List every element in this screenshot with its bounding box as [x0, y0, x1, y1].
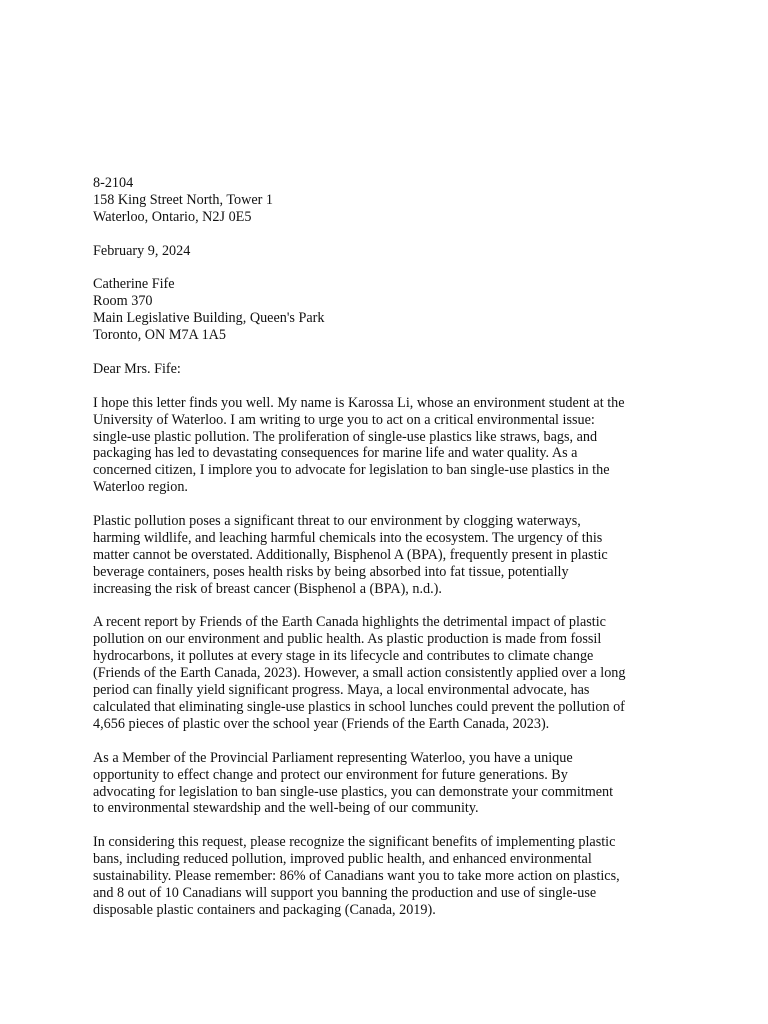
paragraph-line: 4,656 pieces of plastic over the school year (Friends of the Earth Canada, 2023).: [93, 715, 550, 732]
paragraph-line: packaging has led to devastating consequences for marine life and water quality. As a: [93, 445, 578, 462]
paragraph-line: Waterloo region.: [93, 479, 188, 496]
paragraph-line: I hope this letter finds you well. My name is Karossa Li, whose an environment student at the: [93, 394, 625, 411]
sender-address-line: 8-2104: [93, 175, 134, 191]
paragraph-line: Plastic pollution poses a significant threat to our environment by clogging waterways,: [93, 513, 581, 530]
recipient-address-line: Toronto, ON M7A 1A5: [93, 327, 226, 344]
body-paragraph: [93, 395, 683, 496]
paragraph-line: sustainability. Please remember: 86% of Canadians want you to take more action on plastics,: [93, 868, 620, 885]
paragraph-line: In considering this request, please recognize the significant benefits of implementing plastic: [93, 834, 616, 851]
paragraph-line: single-use plastic pollution. The proliferation of single-use plastics like straws, bags, and: [93, 428, 598, 445]
paragraph-line: and 8 out of 10 Canadians will support you banning the production and use of single-use: [93, 884, 597, 901]
paragraph-line: hydrocarbons, it pollutes at every stage in its lifecycle and contributes to climate change: [93, 648, 594, 665]
paragraph-line: A recent report by Friends of the Earth Canada highlights the detrimental impact of plastic: [93, 614, 606, 631]
paragraph-line: matter cannot be overstated. Additionally, Bisphenol A (BPA), frequently present in plastic: [93, 546, 608, 563]
paragraph-line: University of Waterloo. I am writing to urge you to act on a critical environmental issue:: [93, 411, 595, 428]
body-paragraph: [93, 834, 683, 919]
salutation-text: Dear Mrs. Fife:: [93, 360, 181, 377]
paragraph-line: beverage containers, poses health risks by being absorbed into fat tissue, potentially: [93, 563, 569, 580]
paragraph-line: opportunity to effect change and protect our environment for future generations. By: [93, 766, 568, 783]
paragraph-line: disposable plastic containers and packaging (Canada, 2019).: [93, 901, 436, 918]
paragraph-line: to environmental stewardship and the well-being of our community.: [93, 800, 479, 817]
sender-address: [93, 175, 683, 226]
paragraph-line: As a Member of the Provincial Parliament representing Waterloo, you have a unique: [93, 749, 573, 766]
recipient-address-line: Main Legislative Building, Queen's Park: [93, 310, 325, 327]
sender-address-line: 158 King Street North, Tower 1: [93, 191, 274, 208]
letter-date: [93, 243, 683, 260]
recipient-address-line: Catherine Fife: [93, 276, 175, 293]
recipient-address-line: Room 370: [93, 293, 153, 310]
paragraph-line: increasing the risk of breast cancer (Bisphenol a (BPA), n.d.).: [93, 580, 442, 597]
paragraph-line: period can finally yield significant progress. Maya, a local environmental advocate, has: [93, 682, 590, 699]
sender-address-line: Waterloo, Ontario, N2J 0E5: [93, 208, 252, 225]
body-paragraph: [93, 750, 683, 818]
paragraph-line: (Friends of the Earth Canada, 2023). However, a small action consistently applied over a long: [93, 665, 626, 682]
paragraph-line: harming wildlife, and leaching harmful chemicals into the ecosystem. The urgency of this: [93, 529, 603, 546]
body-paragraph: [93, 513, 683, 598]
paragraph-line: concerned citizen, I implore you to advocate for legislation to ban single-use plastics in the: [93, 462, 610, 479]
paragraph-line: pollution on our environment and public health. As plastic production is made from fossil: [93, 631, 602, 648]
paragraph-line: calculated that eliminating single-use plastics in school lunches could prevent the pollution of: [93, 699, 625, 715]
paragraph-line: bans, including reduced pollution, improved public health, and enhanced environmental: [93, 851, 592, 868]
salutation: [93, 361, 683, 378]
paragraph-line: advocating for legislation to ban single-use plastics, you can demonstrate your commitment: [93, 783, 614, 800]
body-paragraph: [93, 614, 683, 732]
date-text: February 9, 2024: [93, 242, 191, 259]
letter-page: [93, 175, 683, 936]
recipient-address: [93, 276, 683, 344]
